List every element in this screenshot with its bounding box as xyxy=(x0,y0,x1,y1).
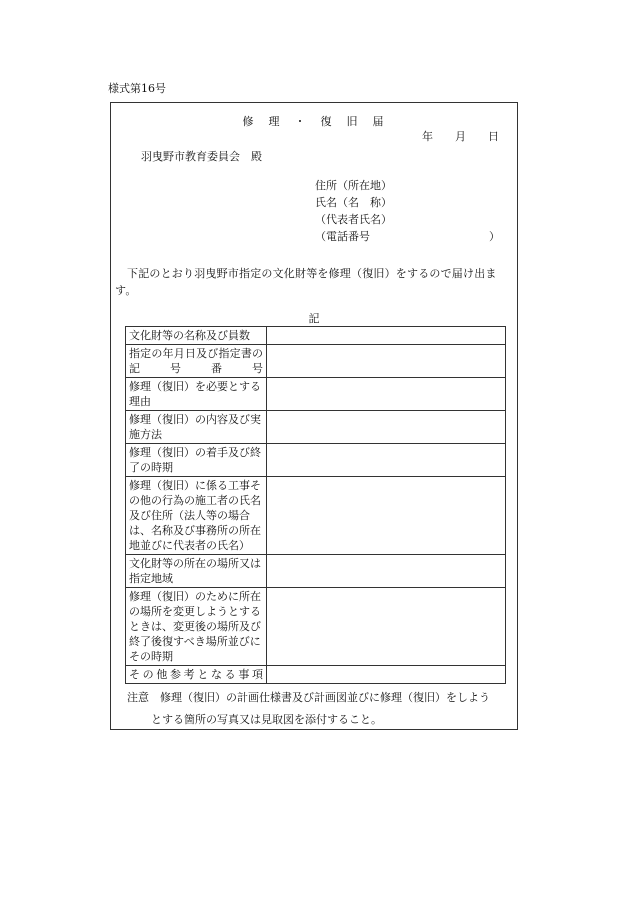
row-value xyxy=(267,444,506,477)
body-text: 下記のとおり羽曳野市指定の文化財等を修理（復旧）をするので届け出ます。 xyxy=(115,267,497,297)
items-table xyxy=(125,326,506,684)
applicant-address-label: 住所（所在地） xyxy=(315,179,392,192)
table-row xyxy=(126,666,506,684)
ki-heading: 記 xyxy=(308,312,320,325)
applicant-name-label: 氏名（名 称） xyxy=(315,196,392,209)
row-value xyxy=(267,411,506,444)
table-row xyxy=(126,411,506,444)
row-value xyxy=(267,345,506,378)
row-value xyxy=(267,327,506,345)
date-line: 年 月 日 xyxy=(422,130,499,143)
row-label: 修理（復旧）を必要とする理由 xyxy=(126,378,267,411)
table-row xyxy=(126,444,506,477)
row-label: 修理（復旧）の着手及び終了の時期 xyxy=(126,444,267,477)
form-frame xyxy=(110,102,518,730)
table-row xyxy=(126,378,506,411)
row-value xyxy=(267,666,506,684)
row-label: 文化財等の所在の場所又は指定地域 xyxy=(126,555,267,588)
row-label: 指定の年月日及び指定書の記号番号 xyxy=(126,345,267,378)
note xyxy=(127,687,515,731)
table-row xyxy=(126,555,506,588)
row-value xyxy=(267,588,506,666)
row-label: 修理（復旧）に係る工事その他の行為の施工者の氏名及び住所（法人等の場合は、名称及び事務所の所在地並びに代表者の氏名） xyxy=(126,477,267,555)
note-line-2: とする箇所の写真又は見取図を添付すること。 xyxy=(151,713,382,726)
phone-close-paren: ） xyxy=(489,230,500,243)
table-row xyxy=(126,477,506,555)
addressee: 羽曳野市教育委員会 殿 xyxy=(141,150,262,163)
row-value xyxy=(267,477,506,555)
applicant-representative-label: （代表者氏名） xyxy=(315,213,392,226)
note-line-1: 注意 修理（復旧）の計画仕様書及び計画図並びに修理（復旧）をしよう xyxy=(127,691,490,704)
form-title: 修 理 ・ 復 旧 届 xyxy=(242,115,386,128)
row-label: 修理（復旧）のために所在の場所を変更しようとするときは、変更後の場所及び終了後復すべき場所並びにその時期 xyxy=(126,588,267,666)
row-value xyxy=(267,555,506,588)
table-row xyxy=(126,345,506,378)
row-label: その他参考となる事項 xyxy=(126,666,267,684)
row-value xyxy=(267,378,506,411)
form-number: 様式第16号 xyxy=(108,82,166,95)
row-label: 修理（復旧）の内容及び実施方法 xyxy=(126,411,267,444)
row-label: 文化財等の名称及び員数 xyxy=(126,327,267,345)
applicant-phone-label: （電話番号 xyxy=(315,230,370,243)
table-row xyxy=(126,327,506,345)
table-row xyxy=(126,588,506,666)
applicant-block xyxy=(315,179,392,247)
